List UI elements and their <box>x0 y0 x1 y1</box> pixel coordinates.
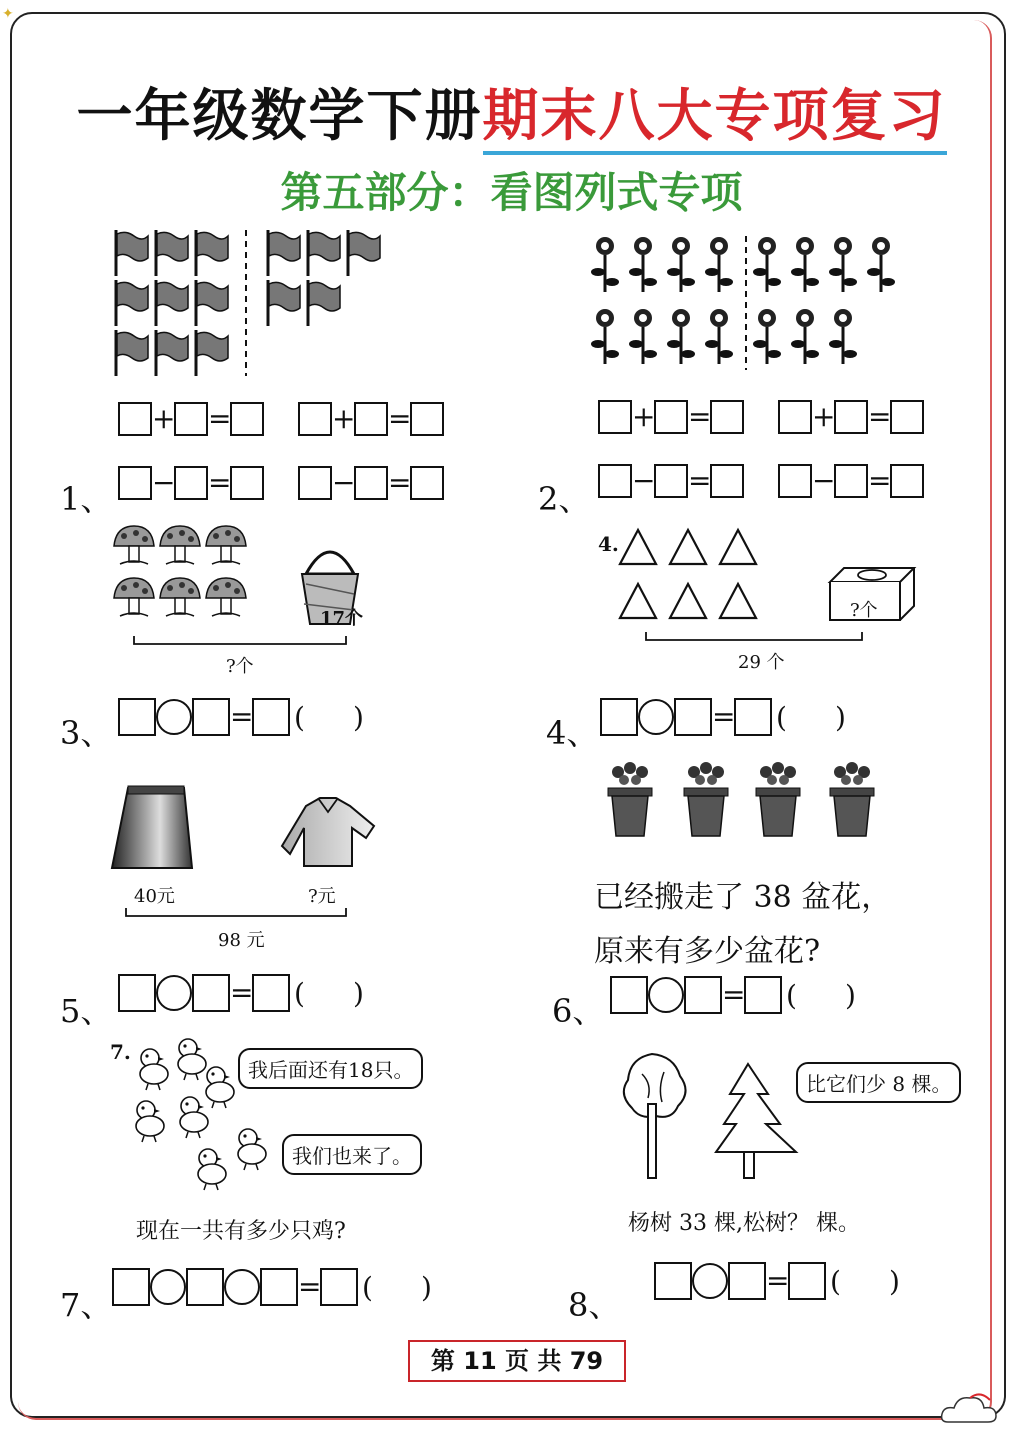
operator-circle[interactable] <box>648 977 684 1013</box>
p1-equation-add-2: + = <box>298 402 444 436</box>
answer-box[interactable] <box>598 400 632 434</box>
answer-box[interactable] <box>192 974 230 1012</box>
answer-box[interactable] <box>710 464 744 498</box>
p2-equation-add-1: + = <box>598 400 744 434</box>
answer-box[interactable] <box>354 402 388 436</box>
answer-box[interactable] <box>710 400 744 434</box>
page-title <box>0 72 1023 152</box>
p6-line-2: 原来有多少盆花? <box>594 934 821 969</box>
problem-number-4: 4、 <box>546 714 599 752</box>
answer-box[interactable] <box>654 464 688 498</box>
answer-box[interactable] <box>192 698 230 736</box>
page-number-footer: 第 11 页 共 79 <box>408 1340 626 1382</box>
p7-question: 现在一共有多少只鸡? <box>136 1219 346 1244</box>
answer-box[interactable] <box>598 464 632 498</box>
answer-box[interactable] <box>890 464 924 498</box>
problem-number-5: 5、 <box>60 992 113 1030</box>
problem-number-7: 7、 <box>60 1286 113 1324</box>
p3-equation: = ( ) <box>118 698 364 736</box>
answer-box[interactable] <box>298 402 332 436</box>
problem-number-6: 6、 <box>552 992 605 1030</box>
p2-equation-sub-1: − = <box>598 464 744 498</box>
operator-circle[interactable] <box>692 1263 728 1299</box>
tree-speech-bubble: 比它们少 8 棵。 <box>796 1062 961 1103</box>
answer-box[interactable] <box>734 698 772 736</box>
operator-circle[interactable] <box>638 699 674 735</box>
operator-circle[interactable] <box>156 699 192 735</box>
p5-total-label: 98 元 <box>218 930 265 951</box>
operator-circle[interactable] <box>156 975 192 1011</box>
answer-box[interactable] <box>354 466 388 500</box>
mushrooms-illustration <box>110 524 370 664</box>
p8-equation: = ( ) <box>654 1262 900 1300</box>
chick-speech-bubble-1: 我后面还有18只。 <box>238 1048 423 1089</box>
answer-box[interactable] <box>684 976 722 1014</box>
answer-box[interactable] <box>834 464 868 498</box>
p7-equation: = ( ) <box>112 1268 432 1306</box>
shirt-price: ?元 <box>308 886 336 907</box>
answer-box[interactable] <box>252 698 290 736</box>
answer-box[interactable] <box>118 466 152 500</box>
flags-illustration <box>108 226 398 386</box>
p3-total-label: ?个 <box>226 656 254 677</box>
operator-circle[interactable] <box>150 1269 186 1305</box>
answer-box[interactable] <box>778 464 812 498</box>
answer-box[interactable] <box>112 1268 150 1306</box>
p5-equation: = ( ) <box>118 974 364 1012</box>
sparkle-icon: ✦ <box>2 6 14 22</box>
flowers-illustration <box>590 234 900 374</box>
answer-box[interactable] <box>186 1268 224 1306</box>
triangles-illustration <box>618 526 928 656</box>
p6-line-1: 已经搬走了 38 盆花， <box>594 880 892 915</box>
answer-box[interactable] <box>654 400 688 434</box>
problem-number-1: 1、 <box>60 480 113 518</box>
answer-box[interactable] <box>174 402 208 436</box>
problem-number-8: 8、 <box>568 1286 621 1324</box>
skirt-price: 40元 <box>134 886 175 907</box>
basket-label: 17个 <box>320 608 364 629</box>
answer-box[interactable] <box>610 976 648 1014</box>
answer-box[interactable] <box>834 400 868 434</box>
answer-box[interactable] <box>118 698 156 736</box>
answer-box[interactable] <box>410 402 444 436</box>
p1-equation-sub-2: − = <box>298 466 444 500</box>
p7-tag: 7. <box>110 1040 131 1064</box>
p4-tag: 4. <box>598 532 619 556</box>
p4-equation: = ( ) <box>600 698 846 736</box>
answer-box[interactable] <box>118 402 152 436</box>
box-label: ?个 <box>850 600 878 621</box>
answer-box[interactable] <box>890 400 924 434</box>
answer-box[interactable] <box>174 466 208 500</box>
problem-number-3: 3、 <box>60 714 113 752</box>
answer-box[interactable] <box>298 466 332 500</box>
answer-box[interactable] <box>778 400 812 434</box>
problem-number-2: 2、 <box>538 480 591 518</box>
p8-question: 杨树 33 棵,松树？ 棵。 <box>628 1211 860 1236</box>
answer-box[interactable] <box>118 974 156 1012</box>
answer-box[interactable] <box>600 698 638 736</box>
answer-box[interactable] <box>320 1268 358 1306</box>
p2-equation-add-2: + = <box>778 400 924 434</box>
answer-box[interactable] <box>744 976 782 1014</box>
trees-illustration <box>612 1044 812 1184</box>
chick-speech-bubble-2: 我们也来了。 <box>282 1134 422 1175</box>
flowerpots-illustration <box>600 760 890 840</box>
p2-equation-sub-2: − = <box>778 464 924 498</box>
answer-box[interactable] <box>410 466 444 500</box>
p4-total-label: 29 个 <box>738 652 785 673</box>
p6-equation: = ( ) <box>610 976 856 1014</box>
answer-box[interactable] <box>230 466 264 500</box>
title-main: 一年级数学下册 <box>76 84 483 149</box>
answer-box[interactable] <box>230 402 264 436</box>
p1-equation-sub-1: − = <box>118 466 264 500</box>
answer-box[interactable] <box>252 974 290 1012</box>
cloud-icon <box>940 1392 1000 1426</box>
title-highlight: 期末八大专项复习 <box>483 84 947 155</box>
answer-box[interactable] <box>788 1262 826 1300</box>
answer-box[interactable] <box>260 1268 298 1306</box>
operator-circle[interactable] <box>224 1269 260 1305</box>
answer-box[interactable] <box>674 698 712 736</box>
answer-box[interactable] <box>728 1262 766 1300</box>
p1-equation-add-1: + = <box>118 402 264 436</box>
answer-box[interactable] <box>654 1262 692 1300</box>
section-subtitle: 第五部分：看图列式专项 <box>280 168 743 217</box>
